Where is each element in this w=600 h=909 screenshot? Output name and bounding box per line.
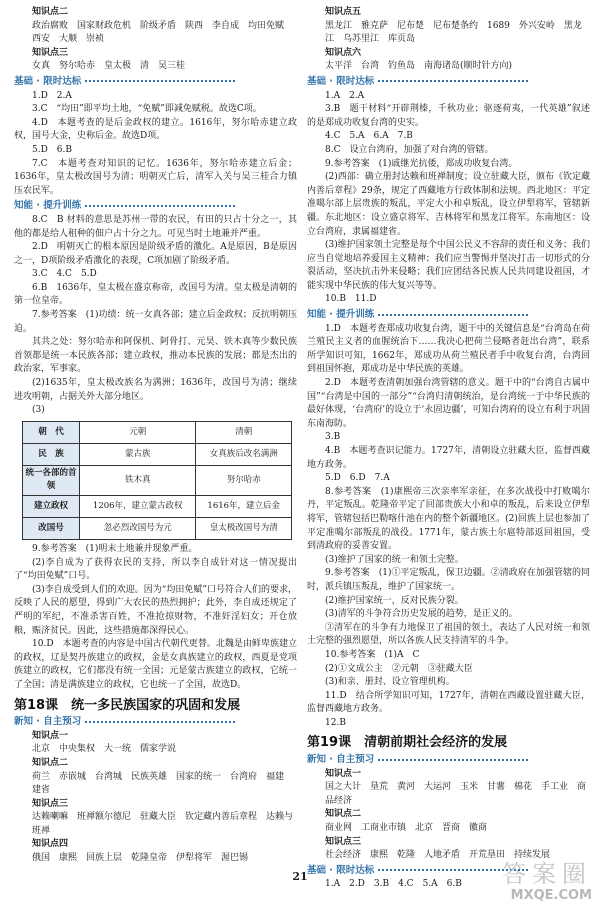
answer-item: (3)清军的斗争符合历史发展的趋势，是正义的。 xyxy=(325,609,518,620)
section-heading-preview xyxy=(307,753,590,767)
table-cell: 清朝 xyxy=(196,421,292,443)
knowledge-point-heading: 知识点六 xyxy=(325,47,362,58)
answer-item: (3)李自成受到人们的欢迎。因为“均田免赋”口号符合人们的要求，反映了人民的愿望，得到广大农民的热烈拥护；此外，李自成还规定了严明的军纪，不准杀害百姓，不准抢掠财物，不准奸淫妇女；开仓放粮，赈济贫民。因此，这些措施都深得民心。 xyxy=(14,584,297,636)
knowledge-point-heading: 知识点二 xyxy=(32,7,69,17)
dotted-divider xyxy=(378,80,528,82)
answer-item: 1.A 2.A xyxy=(325,90,365,101)
dotted-divider xyxy=(378,314,528,316)
knowledge-point-answers: 国之大计 垦荒 黄河 大运河 玉米 甘薯 棉花 手工业 商品经济 xyxy=(325,782,587,806)
table-cell: 1206年，建立蒙古政权 xyxy=(80,496,196,518)
knowledge-point-heading: 知识点三 xyxy=(32,47,69,58)
answer-item: 3.B 题干材料“开辟荆榛，千秋功业；驱逐荷夷，一代英雄”叙述的是郑成功收复台湾的史实。 xyxy=(307,104,590,128)
knowledge-point-heading: 知识点二 xyxy=(325,809,362,820)
table-header-row xyxy=(23,421,292,443)
dotted-divider xyxy=(85,205,235,207)
table-cell: 朝 代 xyxy=(23,421,80,443)
answer-item: 9.参考答案 (1)明末土地兼并现象严重。 xyxy=(32,544,198,554)
dotted-divider xyxy=(85,80,235,82)
knowledge-point-heading: 知识点一 xyxy=(32,730,69,741)
knowledge-point-answers: 荷兰 赤嵌城 台湾城 民族英雄 国家的统一 台湾府 福建 建省 xyxy=(32,771,294,796)
left-column xyxy=(14,6,297,892)
table-row xyxy=(23,465,292,495)
section-heading-text: 知能 · 提升训练 xyxy=(307,309,375,321)
answer-item: 6.B 1636年，皇太极在盛京称帝，改国号为清。皇太极是清朝的第一位皇帝。 xyxy=(14,282,297,307)
knowledge-point-answers: 达赖喇嘛 班禅额尔德尼 驻藏大臣 钦定藏内善后章程 达赖与班禅 xyxy=(32,812,294,836)
knowledge-point-answers: 女真 努尔哈赤 皇太极 清 吴三桂 xyxy=(32,61,186,72)
answer-item: 9.参考答案 (1)戚继光抗倭，郑成功收复台湾。 xyxy=(325,158,518,169)
answer-item: (3)和亲、册封、设立管理机构。 xyxy=(325,677,455,688)
dotted-divider xyxy=(378,759,528,761)
answer-item: 8.C B 材料的意思是苏州一带的农民，有田的只占十分之一，其他的都是给人租种的佃户占十分之九。可见当时土地兼并严重。 xyxy=(14,214,297,239)
section-heading-basic xyxy=(14,75,297,89)
knowledge-point-answers: 北京 中央集权 大一统 儒家学说 xyxy=(32,744,177,755)
answer-item: 7.C 本题考查对知识的记忆。1636年，努尔哈赤建立后金；1636年，皇太极改国号为清；明朝灭亡后，清军入关与吴三桂合力镇压农民军。 xyxy=(14,158,297,196)
section-heading-text: 新知 · 自主预习 xyxy=(14,716,82,728)
answer-item: 3.B xyxy=(325,432,341,443)
answer-item: (3)维护了国家的统一和领土完整。 xyxy=(325,554,464,565)
answer-item: 9.参考答案 (1)①平定叛乱，保卫边疆。②清政府在加强管辖的同时，派兵镇压叛乱，维护了国家统一。 xyxy=(307,568,590,592)
table-cell: 忽必烈改国号为元 xyxy=(80,518,196,540)
table-row xyxy=(23,443,292,465)
section-heading-advanced xyxy=(14,199,297,213)
answer-item: 4.D 本题考查的是后金政权的建立。1616年，努尔哈赤建立政权，国号大金，史称后金。故选D项。 xyxy=(14,117,297,142)
lesson-title: 第19课 清朝前期社会经济的发展 xyxy=(307,735,508,751)
answer-item: 其共之处：努尔哈赤和阿保机、阿骨打、元昊、铁木真等少数民族首领都是统一本民族各部；建立政权，推动本民族的发展；都是杰出的政治家，军事家。 xyxy=(14,337,297,375)
answer-item: 12.B xyxy=(325,717,346,728)
knowledge-point-answers: 俄国 康熙 回族上层 乾隆皇帝 伊犁将军 渥巴锡 xyxy=(32,853,249,864)
knowledge-point-answers: 太平洋 台湾 钓鱼岛 南海诸岛(顺时针方向) xyxy=(325,61,513,72)
table-cell: 女真族后改名满洲 xyxy=(196,443,292,465)
watermark-logo: 答案圈 xyxy=(502,860,592,888)
answer-item: 1.A 2.D 3.B 4.C 5.A 6.B xyxy=(325,879,462,890)
answer-item: (2)西部：确立册封达赖和班禅制度；设立驻藏大臣，颁布《钦定藏内善后章程》29条，规定了西藏地方行政体制和法规。西北地区：平定准噶尔部上层贵族的叛乱，平定大小和卓叛乱，设立伊犁将军，管辖新疆。东北地区：设立盛京将军、吉林将军和黑龙江将军。东南地区：设立台湾府，隶属福建省。 xyxy=(307,172,590,237)
table-cell: 努尔哈赤 xyxy=(196,465,292,495)
table-row xyxy=(23,496,292,518)
knowledge-point-heading: 知识点一 xyxy=(325,768,362,779)
knowledge-point-heading: 知识点五 xyxy=(325,7,362,17)
answer-item: (2)1635年，皇太极改族名为满洲；1636年，改国号为清；继续进攻明朝，占据关外大部分地区。 xyxy=(14,378,297,402)
answer-item: (3) xyxy=(32,405,45,416)
section-heading-text: 基础 · 限时达标 xyxy=(14,75,82,87)
knowledge-point-heading: 知识点四 xyxy=(32,839,69,850)
two-column-layout xyxy=(14,6,590,892)
answer-item: (2)李自成为了获得农民的支持，所以李自成针对这一情况提出了“均田免赋”口号。 xyxy=(14,557,297,582)
table-cell: 改国号 xyxy=(23,518,80,540)
answer-item: 5.D 6.B xyxy=(32,144,73,155)
knowledge-point-answers: 商业网 工商业市镇 北京 晋商 徽商 xyxy=(325,823,488,834)
answer-item: 10.D 本题考查的内容是中国古代朝代更替。北魏是由鲜卑族建立的政权，辽是契丹族建立的政权，金是女真族建立的政权，西夏是党项族建立的政权，它们都没有统一全国；元是蒙古族建立的政权，它统一了全国；清是满族建立的政权，它也统一了全国，故选D。 xyxy=(14,639,297,690)
watermark-url: MXQE.COM xyxy=(510,888,592,903)
section-heading-text: 基础 · 限时达标 xyxy=(307,864,375,876)
answer-item: 3.C “均田”即平均土地，“免赋”即减免赋税。故选C项。 xyxy=(32,104,262,115)
knowledge-point-heading: 知识点三 xyxy=(325,836,362,847)
table-cell: 蒙古族 xyxy=(80,443,196,465)
answer-item: 7.参考答案 (1)功绩：统一女真各部；建立后金政权；反抗明朝压迫。 xyxy=(14,310,297,334)
table-cell: 统一各部的首领 xyxy=(23,465,80,495)
answer-item: (2)维护国家统一，反对民族分裂。 xyxy=(325,595,464,606)
section-heading-text: 基础 · 限时达标 xyxy=(307,75,375,87)
answer-item: 4.B 本题考查识记能力。1727年，清朝设立驻藏大臣，监督西藏地方政务。 xyxy=(307,446,590,470)
knowledge-point-answers: 黑龙江 雅克萨 尼布楚 尼布楚条约 1689 外兴安岭 黑龙江 乌苏里江 库页岛 xyxy=(325,20,582,45)
lesson-title: 第18课 统一多民族国家的巩固和发展 xyxy=(14,697,241,713)
answer-item: (3)维护国家领土完整是每个中国公民义不容辞的责任和义务；我们应当自觉地培养爱国主义精神；我们应当警惕并坚决打击一切形式的分裂活动，坚决抗击外来侵略；我们应团结各民族人民共同建设祖国，才能实现中华民族的伟大复兴等等。 xyxy=(307,240,590,291)
section-heading-basic xyxy=(307,75,590,89)
page-number: 21 xyxy=(292,870,308,883)
answer-item: 2.D 明朝灭亡的根本原因是阶级矛盾的激化。A是原因，B是原因之一，D项阶级矛盾激化的表现，C项加剧了阶级矛盾。 xyxy=(14,242,297,266)
answer-item: 11.D 结合所学知识可知，1727年，清朝在西藏设置驻藏大臣，监督西藏地方政务。 xyxy=(307,690,590,715)
table-cell: 元朝 xyxy=(80,421,196,443)
answer-item: (2)①文成公主 ②元朝 ③驻藏大臣 xyxy=(325,663,473,674)
table-cell: 民 族 xyxy=(23,443,80,465)
knowledge-point-heading: 知识点二 xyxy=(32,757,69,768)
table-cell: 铁木真 xyxy=(80,465,196,495)
section-heading-text: 新知 · 自主预习 xyxy=(307,754,375,766)
section-heading-text: 知能 · 提升训练 xyxy=(14,200,82,212)
table-cell: 皇太极改国号为清 xyxy=(196,518,292,540)
answer-item: 1.D 本题考查郑成功收复台湾，题干中的关键信息是“台湾岛在荷兰殖民主义者的血腥统治下……我决心把荷兰侵略者赶出台湾”，联系所学知识可知，1662年，郑成功从荷兰殖民者手中收复台湾，台湾回到祖国怀抱，郑成功是中华民族的英雄。 xyxy=(307,323,590,375)
table-row xyxy=(23,518,292,540)
knowledge-point-answers: 政治腐败 国家财政危机 阶级矛盾 陕西 李自成 均田免赋 西安 大顺 崇祯 xyxy=(32,20,294,45)
answer-item: 8.参考答案 (1)康熙帝三次亲率军亲征，在多次战役中打败噶尔丹，平定叛乱。乾隆帝平定了回部贵族大小和卓的叛乱，后来设立伊犁将军，管辖包括巴勒喀什池在内的整个新疆地区。(2)回族上层也参加了平定准噶尔部叛乱的战役。1771年，蒙古族土尔扈特部返回祖国，受到清政府的妥善安置。 xyxy=(307,486,590,552)
section-heading-advanced xyxy=(307,308,590,322)
answer-item: ③清军在的斗争有力地保卫了祖国的领土，表达了人民对统一和领土完整的强烈愿望，所以各族人民支持清军的斗争。 xyxy=(307,622,590,647)
table-cell: 1616年，建立后金 xyxy=(196,496,292,518)
answer-item: 2.D 本题考查清朝加强台湾管辖的意义。题干中的“台湾自古属中国”“台湾是中国的一部分”“台湾归清朝统治，是台湾统一于中华民族的最好体现，‘台湾府’的设立于‘永固边疆’，可知台湾府的设立有利于巩固东南海防。 xyxy=(307,378,590,429)
answer-item: 4.C 5.A 6.A 7.B xyxy=(325,131,413,142)
answer-item: 3.C 4.C 5.D xyxy=(32,269,97,280)
knowledge-point-heading: 知识点三 xyxy=(32,798,69,809)
answer-item: 10.参考答案 (1)A C xyxy=(325,649,420,660)
answer-item: 10.B 11.D xyxy=(325,294,377,305)
dotted-divider xyxy=(85,721,235,723)
answer-item: 1.D 2.A xyxy=(32,90,72,101)
knowledge-point-answers: 社会经济 康熙 乾隆 人地矛盾 开荒垦田 持续发展 xyxy=(325,850,551,861)
table-cell: 建立政权 xyxy=(23,496,80,518)
answer-item: 8.C 设立台湾府，加强了对台湾的管辖。 xyxy=(325,144,494,155)
right-column xyxy=(307,6,590,892)
comparison-table xyxy=(22,421,292,540)
section-heading-preview xyxy=(14,715,297,729)
answer-item: 5.D 6.D 7.A xyxy=(325,473,390,484)
